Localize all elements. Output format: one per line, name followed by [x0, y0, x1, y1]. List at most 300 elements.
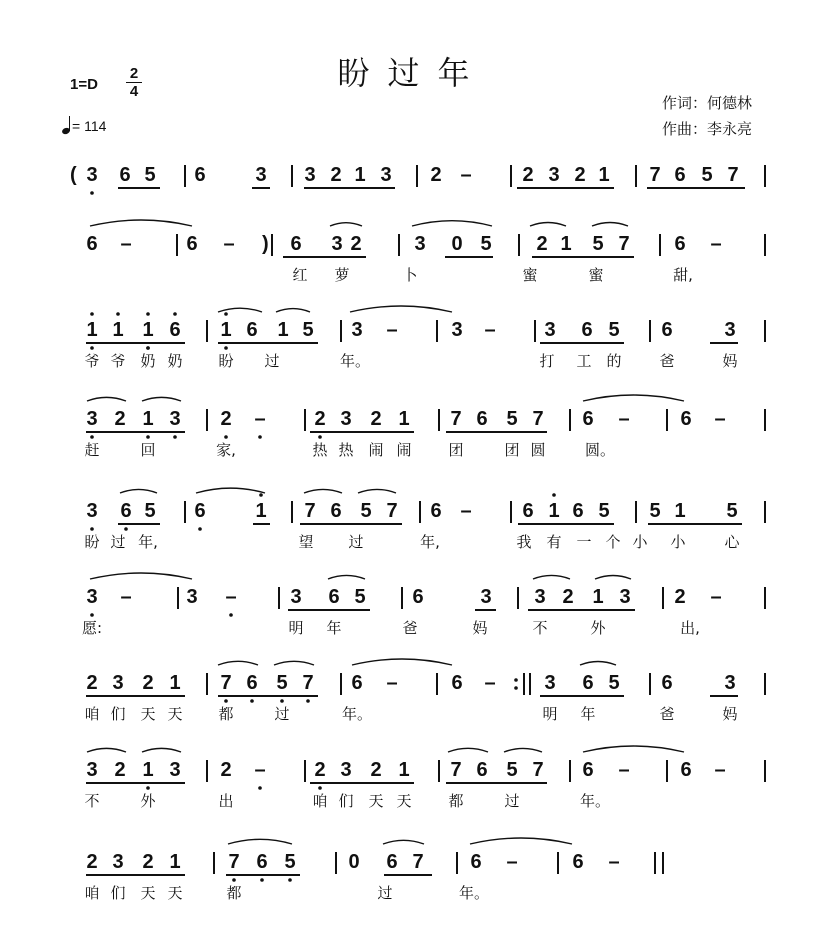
note: 2 [86, 672, 98, 694]
note: 5 [726, 500, 738, 522]
note: 6 [674, 233, 686, 255]
note: 6 [86, 233, 98, 255]
note: 3 [290, 586, 302, 608]
note: 2 [314, 759, 326, 781]
lyric-syllable: 们 [110, 705, 126, 723]
note: 6 [582, 672, 594, 694]
slur-arc [533, 575, 570, 579]
slur-arc [87, 748, 126, 752]
lyric-syllable: 热 [338, 441, 354, 459]
octave-dot-above [146, 312, 150, 316]
octave-dot-below [90, 435, 94, 439]
note: 5 [608, 672, 620, 694]
octave-dot-above [90, 312, 94, 316]
note: 1 [112, 319, 124, 341]
note: 1 [548, 500, 560, 522]
lyric-syllable: 年 [326, 619, 342, 637]
octave-dot-below [90, 613, 94, 617]
lyric-syllable: 甜, [673, 266, 693, 284]
note: 2 [562, 586, 574, 608]
lyric-syllable: 不 [84, 792, 100, 810]
octave-dot-below [250, 699, 254, 703]
lyric-syllable: 赶 [84, 441, 100, 459]
note: 7 [228, 851, 240, 873]
note: 6 [186, 233, 198, 255]
note: 6 [476, 759, 488, 781]
lyric-syllable: 天 [140, 705, 156, 723]
note: 1 [169, 672, 181, 694]
slur-arc [504, 748, 542, 752]
octave-dot-below [258, 786, 262, 790]
octave-dot-below [224, 346, 228, 350]
octave-dot-below [318, 786, 322, 790]
lyric-syllable: 萝 [334, 266, 350, 284]
note: 2 [86, 851, 98, 873]
note: 3 [619, 586, 631, 608]
octave-dot-below [260, 878, 264, 882]
note: 6 [661, 672, 673, 694]
note: 6 [246, 672, 258, 694]
note: 6 [351, 672, 363, 694]
note: 3 [414, 233, 426, 255]
lyric-syllable: 外 [590, 619, 606, 637]
lyric-syllable: 咱 [312, 792, 328, 810]
lyric-syllable: 爸 [659, 705, 675, 723]
key-signature: 1=D [70, 76, 98, 93]
lyric-syllable: 年 [580, 705, 596, 723]
note: 3 [86, 586, 98, 608]
note: 7 [532, 408, 544, 430]
lyric-syllable: 出, [680, 619, 700, 637]
octave-dot-below [173, 435, 177, 439]
note: 7 [618, 233, 630, 255]
slur-arc [530, 223, 566, 227]
octave-dot-below [288, 878, 292, 882]
note: 3 [169, 759, 181, 781]
note: 5 [608, 319, 620, 341]
lyric-syllable: 爷 [110, 352, 126, 370]
note: 3 [112, 851, 124, 873]
lyric-syllable: 妈 [722, 705, 738, 723]
lyric-syllable: 团 [504, 441, 520, 459]
lyric-syllable: 盼 [218, 352, 234, 370]
note: 5 [649, 500, 661, 522]
note: 1 [398, 408, 410, 430]
note: 2 [114, 408, 126, 430]
octave-dot-above [224, 312, 228, 316]
note: 2 [142, 672, 154, 694]
note: – [710, 233, 722, 255]
octave-dot-below [90, 191, 94, 195]
lyric-syllable: 都 [448, 792, 464, 810]
note: 3 [544, 319, 556, 341]
octave-dot-below [224, 435, 228, 439]
note: – [710, 586, 722, 608]
note: 7 [727, 164, 739, 186]
note: 5 [302, 319, 314, 341]
note: 6 [119, 164, 131, 186]
note: 3 [112, 672, 124, 694]
lyric-syllable: 望 [298, 533, 314, 551]
lyric-syllable: 过 [110, 533, 126, 551]
note: – [608, 851, 620, 873]
octave-dot-below [146, 346, 150, 350]
octave-dot-below [146, 786, 150, 790]
lyric-syllable: 咱 [84, 884, 100, 902]
note: 3 [340, 408, 352, 430]
note: 7 [304, 500, 316, 522]
lyric-syllable: 小 [632, 533, 648, 551]
lyric-syllable: 妈 [472, 619, 488, 637]
lyric-syllable: 天 [140, 884, 156, 902]
note: – [120, 586, 132, 608]
lyric-syllable: 明 [288, 619, 304, 637]
note: 3 [451, 319, 463, 341]
lyric-syllable: 闹 [368, 441, 384, 459]
note: 3 [340, 759, 352, 781]
lyric-syllable: 过 [504, 792, 520, 810]
lyric-syllable: 家, [216, 441, 236, 459]
note: 7 [386, 500, 398, 522]
note: 5 [360, 500, 372, 522]
slur-arc [142, 748, 181, 752]
lyric-syllable: 愿: [81, 619, 103, 637]
note: 1 [255, 500, 267, 522]
note: 5 [276, 672, 288, 694]
note: – [714, 759, 726, 781]
note: 2 [220, 759, 232, 781]
lyric-syllable: 爷 [84, 352, 100, 370]
octave-dot-below [198, 527, 202, 531]
note: – [714, 408, 726, 430]
slur-arc [90, 220, 192, 226]
octave-dot-above [259, 493, 263, 497]
slur-arc [274, 661, 314, 665]
octave-dot-below [146, 435, 150, 439]
note: 6 [194, 164, 206, 186]
note: 3 [169, 408, 181, 430]
note: – [223, 233, 235, 255]
lyric-syllable: 过 [274, 705, 290, 723]
octave-dot-below [90, 527, 94, 531]
lyric-syllable: 年。 [579, 792, 611, 810]
note: 3 [331, 233, 343, 255]
note: 1 [142, 408, 154, 430]
octave-dot-below [232, 878, 236, 882]
lyric-syllable: 出 [218, 792, 234, 810]
slur-arc [142, 397, 181, 401]
note: – [460, 500, 472, 522]
note: 6 [430, 500, 442, 522]
note: 6 [680, 759, 692, 781]
lyric-syllable: 圆 [530, 441, 546, 459]
note: 5 [701, 164, 713, 186]
lyric-syllable: 的 [606, 352, 622, 370]
note: 6 [581, 319, 593, 341]
octave-dot-above [173, 312, 177, 316]
lyric-syllable: 天 [167, 705, 183, 723]
note: – [618, 759, 630, 781]
lyric-syllable: 年。 [341, 705, 373, 723]
note: 6 [572, 500, 584, 522]
lyric-syllable: 蜜 [522, 266, 538, 284]
note: 6 [476, 408, 488, 430]
lyric-syllable: 心 [724, 533, 740, 551]
lyric-syllable: 打 [539, 352, 555, 370]
note: 5 [592, 233, 604, 255]
lyric-syllable: 们 [110, 884, 126, 902]
slur-arc [276, 309, 310, 312]
slur-arc [448, 748, 488, 752]
lyric-syllable: 年, [420, 533, 440, 551]
note: 1 [354, 164, 366, 186]
note: 2 [114, 759, 126, 781]
note: – [386, 319, 398, 341]
lyric-syllable: 热 [312, 441, 328, 459]
lyric-syllable: 回 [140, 441, 156, 459]
note: 7 [302, 672, 314, 694]
lyric-syllable: 奶 [167, 352, 183, 370]
note: 6 [680, 408, 692, 430]
lyric-syllable: 过 [264, 352, 280, 370]
note: 0 [348, 851, 360, 873]
note: 6 [328, 586, 340, 608]
note: 6 [522, 500, 534, 522]
note: 6 [661, 319, 673, 341]
lyric-syllable: 红 [292, 266, 308, 284]
note: 3 [534, 586, 546, 608]
slur-arc [350, 306, 452, 312]
note: 3 [86, 759, 98, 781]
note: 1 [592, 586, 604, 608]
note: 1 [220, 319, 232, 341]
lyric-syllable: 年, [138, 533, 158, 551]
lyric-syllable: 明 [542, 705, 558, 723]
note: 2 [314, 408, 326, 430]
note: 5 [480, 233, 492, 255]
lyric-syllable: 天 [368, 792, 384, 810]
lyric-syllable: 有 [546, 533, 562, 551]
slur-arc [120, 489, 157, 493]
note: 2 [370, 759, 382, 781]
octave-dot-above [116, 312, 120, 316]
note: 1 [86, 319, 98, 341]
note: 7 [649, 164, 661, 186]
note: 3 [255, 164, 267, 186]
note: 3 [380, 164, 392, 186]
repeat-bracket: ( [70, 164, 77, 186]
lyric-syllable: 工 [576, 352, 592, 370]
note: 6 [451, 672, 463, 694]
note: 5 [598, 500, 610, 522]
note: 3 [544, 672, 556, 694]
note: 6 [386, 851, 398, 873]
note: 2 [574, 164, 586, 186]
note: – [618, 408, 630, 430]
note: 7 [450, 759, 462, 781]
lyric-syllable: 年。 [339, 352, 371, 370]
time-signature-top: 2 [129, 65, 139, 82]
note: 7 [532, 759, 544, 781]
note: 5 [506, 408, 518, 430]
note: 1 [142, 319, 154, 341]
note: 6 [412, 586, 424, 608]
lyric-syllable: 都 [226, 884, 242, 902]
slur-arc [583, 395, 684, 401]
octave-dot-below [318, 435, 322, 439]
lyric-syllable: 过 [348, 533, 364, 551]
note: 2 [522, 164, 534, 186]
time-signature-bottom: 4 [129, 83, 139, 100]
note: – [386, 672, 398, 694]
slur-arc [328, 575, 365, 579]
note: 3 [304, 164, 316, 186]
note: – [484, 672, 496, 694]
lyric-syllable: 圆。 [584, 441, 616, 459]
lyric-syllable: 过 [377, 884, 393, 902]
note: 1 [674, 500, 686, 522]
note: – [225, 586, 237, 608]
note: 3 [548, 164, 560, 186]
octave-dot-below [306, 699, 310, 703]
note: 3 [86, 500, 98, 522]
slur-arc [218, 308, 262, 312]
note: – [254, 408, 266, 430]
song-title: 盼过年 [337, 54, 488, 92]
slur-arc [592, 223, 628, 227]
note: 3 [724, 672, 736, 694]
note: – [506, 851, 518, 873]
octave-dot-above [552, 493, 556, 497]
lyricist-credit: 作词：何德林 [662, 94, 753, 112]
lyric-syllable: 妈 [722, 352, 738, 370]
slur-arc [595, 576, 631, 580]
note: 3 [86, 408, 98, 430]
repeat-bracket: ) [262, 233, 269, 255]
note: 1 [560, 233, 572, 255]
repeat-dot [514, 678, 518, 682]
lyric-syllable: 闹 [396, 441, 412, 459]
note: 0 [451, 233, 463, 255]
lyric-syllable: 我 [516, 533, 532, 551]
note: 5 [144, 164, 156, 186]
tempo-value: = 114 [72, 118, 107, 134]
note: – [254, 759, 266, 781]
note: 6 [470, 851, 482, 873]
note: 1 [398, 759, 410, 781]
lyric-syllable: 不 [532, 619, 548, 637]
note: 3 [351, 319, 363, 341]
note: 3 [724, 319, 736, 341]
repeat-dot [514, 686, 518, 690]
slur-arc [90, 573, 192, 579]
note: 6 [194, 500, 206, 522]
note: 6 [330, 500, 342, 522]
lyric-syllable: 咱 [84, 705, 100, 723]
note: 7 [220, 672, 232, 694]
note: 1 [598, 164, 610, 186]
octave-dot-below [280, 699, 284, 703]
note: 6 [572, 851, 584, 873]
note: 6 [582, 408, 594, 430]
note: 5 [144, 500, 156, 522]
note: 7 [450, 408, 462, 430]
slur-arc [87, 397, 126, 401]
octave-dot-below [124, 527, 128, 531]
note: 5 [284, 851, 296, 873]
lyric-syllable: 团 [448, 441, 464, 459]
note: 1 [277, 319, 289, 341]
note: – [120, 233, 132, 255]
lyric-syllable: 盼 [84, 533, 100, 551]
note: 2 [142, 851, 154, 873]
note: 6 [256, 851, 268, 873]
slur-arc [330, 223, 362, 226]
note: 5 [354, 586, 366, 608]
note: 2 [536, 233, 548, 255]
slur-arc [383, 840, 424, 844]
note: 6 [582, 759, 594, 781]
octave-dot-below [229, 613, 233, 617]
lyric-syllable: 天 [167, 884, 183, 902]
note: 6 [246, 319, 258, 341]
lyric-syllable: 卜 [402, 266, 418, 284]
octave-dot-below [224, 699, 228, 703]
note: 2 [370, 408, 382, 430]
lyric-syllable: 蜜 [588, 266, 604, 284]
note: 1 [169, 851, 181, 873]
slur-arc [228, 839, 292, 844]
octave-dot-below [258, 435, 262, 439]
composer-credit: 作曲：李永亮 [662, 120, 753, 138]
slur-arc [580, 662, 616, 666]
note: 6 [674, 164, 686, 186]
note: 2 [220, 408, 232, 430]
slur-arc [218, 661, 258, 665]
slur-arc [412, 221, 492, 226]
lyric-syllable: 外 [140, 792, 156, 810]
note: 1 [142, 759, 154, 781]
lyric-syllable: 天 [396, 792, 412, 810]
lyric-syllable: 爸 [659, 352, 675, 370]
note: 3 [186, 586, 198, 608]
note: 6 [120, 500, 132, 522]
lyric-syllable: 都 [218, 705, 234, 723]
note: 2 [350, 233, 362, 255]
lyric-syllable: 爸 [402, 619, 418, 637]
slur-arc [358, 489, 396, 493]
note: 3 [86, 164, 98, 186]
slur-arc [196, 488, 265, 493]
note: – [460, 164, 472, 186]
slur-arc [352, 659, 452, 665]
slur-arc [304, 489, 342, 493]
note: 6 [169, 319, 181, 341]
lyric-syllable: 年。 [458, 884, 490, 902]
lyric-syllable: 个 [605, 533, 621, 551]
slur-arc [470, 838, 572, 844]
note: 5 [506, 759, 518, 781]
lyric-syllable: 一 [576, 533, 592, 551]
note: 2 [674, 586, 686, 608]
note: 3 [480, 586, 492, 608]
note: 2 [430, 164, 442, 186]
note: 6 [290, 233, 302, 255]
octave-dot-below [90, 346, 94, 350]
note: 7 [412, 851, 424, 873]
note: – [484, 319, 496, 341]
slur-arc [583, 746, 684, 752]
